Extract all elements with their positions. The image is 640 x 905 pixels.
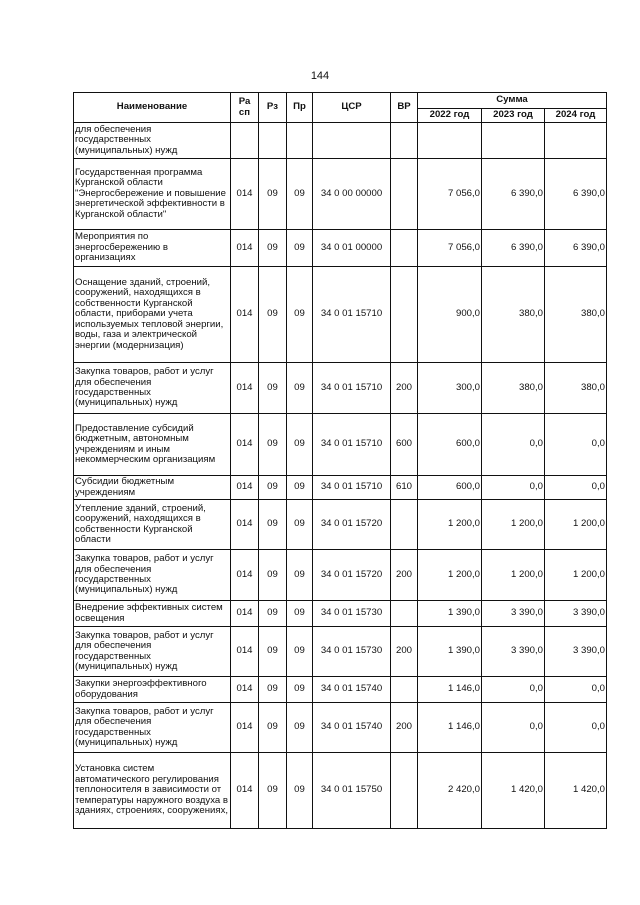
header-csr: ЦСР [313,93,391,123]
table-row [74,703,607,753]
header-name: Наименование [74,93,231,123]
row-rasp: 014 [231,753,259,829]
row-sum-2022: 1 200,0 [418,500,482,550]
row-sum-2022: 2 420,0 [418,753,482,829]
row-sum-2024: 1 200,0 [545,550,607,601]
row-sum-2024: 3 390,0 [545,627,607,677]
row-vr: 200 [391,363,418,414]
row-rz: 09 [259,601,287,627]
row-csr: 34 0 01 15730 [313,601,391,627]
table-row [74,363,607,414]
row-rz: 09 [259,677,287,703]
row-rasp: 014 [231,230,259,267]
row-rz: 09 [259,703,287,753]
table-row [74,627,607,677]
row-rasp: 014 [231,677,259,703]
budget-table [73,92,607,829]
row-sum-2024: 6 390,0 [545,159,607,230]
row-rasp: 014 [231,476,259,500]
row-name: Внедрение эффективных систем освещения [74,601,231,627]
header-2022: 2022 год [418,109,482,123]
row-csr: 34 0 01 15710 [313,476,391,500]
row-rasp: 014 [231,550,259,601]
page-number: 144 [310,70,330,82]
row-name: Закупка товаров, работ и услуг для обеспечения государственных (муниципальных) нужд [74,627,231,677]
row-sum-2023: 380,0 [482,363,545,414]
row-rasp: 014 [231,601,259,627]
table-row [74,753,607,829]
table-row [74,267,607,363]
table-row [74,230,607,267]
row-vr [391,500,418,550]
table-row [74,123,607,159]
row-name: Государственная программа Курганской области "Энергосбережение и повышение энергетической эффективности в Курганской области" [74,159,231,230]
row-sum-2022: 7 056,0 [418,230,482,267]
row-pr: 09 [287,753,313,829]
row-rasp: 014 [231,414,259,476]
header-rasp: Ра сп [231,93,259,123]
row-sum-2023: 6 390,0 [482,159,545,230]
row-sum-2023: 6 390,0 [482,230,545,267]
row-sum-2023: 380,0 [482,267,545,363]
header-sum: Сумма [418,93,607,109]
row-sum-2023: 0,0 [482,677,545,703]
row-csr: 34 0 01 15720 [313,500,391,550]
table-body [74,123,607,829]
row-name: Закупка товаров, работ и услуг для обеспечения государственных (муниципальных) нужд [74,703,231,753]
header-vr: ВР [391,93,418,123]
table-row [74,550,607,601]
row-sum-2024: 3 390,0 [545,601,607,627]
row-rz: 09 [259,753,287,829]
row-rasp [231,123,259,159]
row-vr [391,601,418,627]
row-sum-2022: 7 056,0 [418,159,482,230]
row-rz: 09 [259,159,287,230]
row-vr [391,123,418,159]
row-rasp: 014 [231,159,259,230]
row-name: для обеспечения государственных (муниципальных) нужд [74,123,231,159]
row-rz: 09 [259,230,287,267]
table-row [74,159,607,230]
row-pr: 09 [287,476,313,500]
row-sum-2022: 1 146,0 [418,703,482,753]
table-row [74,601,607,627]
row-pr: 09 [287,230,313,267]
row-name: Закупка товаров, работ и услуг для обеспечения государственных (муниципальных) нужд [74,550,231,601]
row-pr: 09 [287,703,313,753]
row-sum-2023: 0,0 [482,414,545,476]
row-sum-2022: 1 390,0 [418,601,482,627]
row-sum-2024: 1 200,0 [545,500,607,550]
row-name: Оснащение зданий, строений, сооружений, находящихся в собственности Курганской области, приборами учета используемых тепловой энергии, воды, газа и электрической энергии (модернизация) [74,267,231,363]
row-sum-2023: 1 420,0 [482,753,545,829]
row-sum-2023: 3 390,0 [482,627,545,677]
row-pr: 09 [287,550,313,601]
row-vr [391,753,418,829]
row-pr: 09 [287,677,313,703]
row-sum-2024: 380,0 [545,267,607,363]
row-sum-2022: 1 390,0 [418,627,482,677]
header-rz: Рз [259,93,287,123]
row-rz: 09 [259,500,287,550]
row-vr: 610 [391,476,418,500]
row-vr [391,159,418,230]
row-rasp: 014 [231,267,259,363]
row-name: Предоставление субсидий бюджетным, автономным учреждениям и иным некоммерческим организациям [74,414,231,476]
row-csr: 34 0 01 15710 [313,363,391,414]
row-rasp: 014 [231,627,259,677]
row-sum-2024 [545,123,607,159]
row-pr: 09 [287,601,313,627]
row-rasp: 014 [231,703,259,753]
row-csr: 34 0 01 15720 [313,550,391,601]
row-sum-2022 [418,123,482,159]
row-csr: 34 0 00 00000 [313,159,391,230]
row-csr: 34 0 01 15740 [313,703,391,753]
row-sum-2022: 1 146,0 [418,677,482,703]
row-sum-2023: 1 200,0 [482,550,545,601]
row-pr [287,123,313,159]
row-csr: 34 0 01 15710 [313,414,391,476]
row-sum-2022: 1 200,0 [418,550,482,601]
table-row [74,677,607,703]
row-rz: 09 [259,476,287,500]
row-sum-2024: 0,0 [545,414,607,476]
row-sum-2024: 0,0 [545,677,607,703]
row-pr: 09 [287,363,313,414]
row-rz: 09 [259,363,287,414]
header-2024: 2024 год [545,109,607,123]
row-rz: 09 [259,414,287,476]
row-sum-2023: 1 200,0 [482,500,545,550]
row-vr [391,677,418,703]
row-sum-2022: 600,0 [418,414,482,476]
row-vr: 200 [391,550,418,601]
row-rz [259,123,287,159]
row-sum-2022: 600,0 [418,476,482,500]
row-rasp: 014 [231,500,259,550]
row-name: Субсидии бюджетным учреждениям [74,476,231,500]
row-sum-2022: 900,0 [418,267,482,363]
row-vr [391,230,418,267]
row-csr: 34 0 01 15730 [313,627,391,677]
row-pr: 09 [287,414,313,476]
row-rz: 09 [259,627,287,677]
row-name: Закупка товаров, работ и услуг для обеспечения государственных (муниципальных) нужд [74,363,231,414]
row-rz: 09 [259,267,287,363]
row-sum-2022: 300,0 [418,363,482,414]
row-pr: 09 [287,500,313,550]
row-sum-2024: 6 390,0 [545,230,607,267]
row-sum-2024: 0,0 [545,476,607,500]
row-name: Установка систем автоматического регулирования теплоносителя в зависимости от температуры наружного воздуха в зданиях, строениях, сооружениях, [74,753,231,829]
header-2023: 2023 год [482,109,545,123]
row-csr: 34 0 01 15710 [313,267,391,363]
row-sum-2023: 0,0 [482,703,545,753]
row-name: Утепление зданий, строений, сооружений, находящихся в собственности Курганской области [74,500,231,550]
row-vr: 200 [391,627,418,677]
row-name: Мероприятия по энергосбережению в организациях [74,230,231,267]
row-pr: 09 [287,159,313,230]
table-row [74,414,607,476]
row-vr: 200 [391,703,418,753]
row-sum-2024: 1 420,0 [545,753,607,829]
row-sum-2023: 0,0 [482,476,545,500]
header-pr: Пр [287,93,313,123]
row-csr: 34 0 01 15740 [313,677,391,703]
row-pr: 09 [287,267,313,363]
row-csr: 34 0 01 15750 [313,753,391,829]
row-rz: 09 [259,550,287,601]
row-vr: 600 [391,414,418,476]
row-pr: 09 [287,627,313,677]
row-sum-2023 [482,123,545,159]
row-sum-2023: 3 390,0 [482,601,545,627]
row-name: Закупки энергоэффективного оборудования [74,677,231,703]
row-rasp: 014 [231,363,259,414]
table-row [74,476,607,500]
row-sum-2024: 0,0 [545,703,607,753]
row-sum-2024: 380,0 [545,363,607,414]
row-csr [313,123,391,159]
row-vr [391,267,418,363]
table-row [74,500,607,550]
row-csr: 34 0 01 00000 [313,230,391,267]
